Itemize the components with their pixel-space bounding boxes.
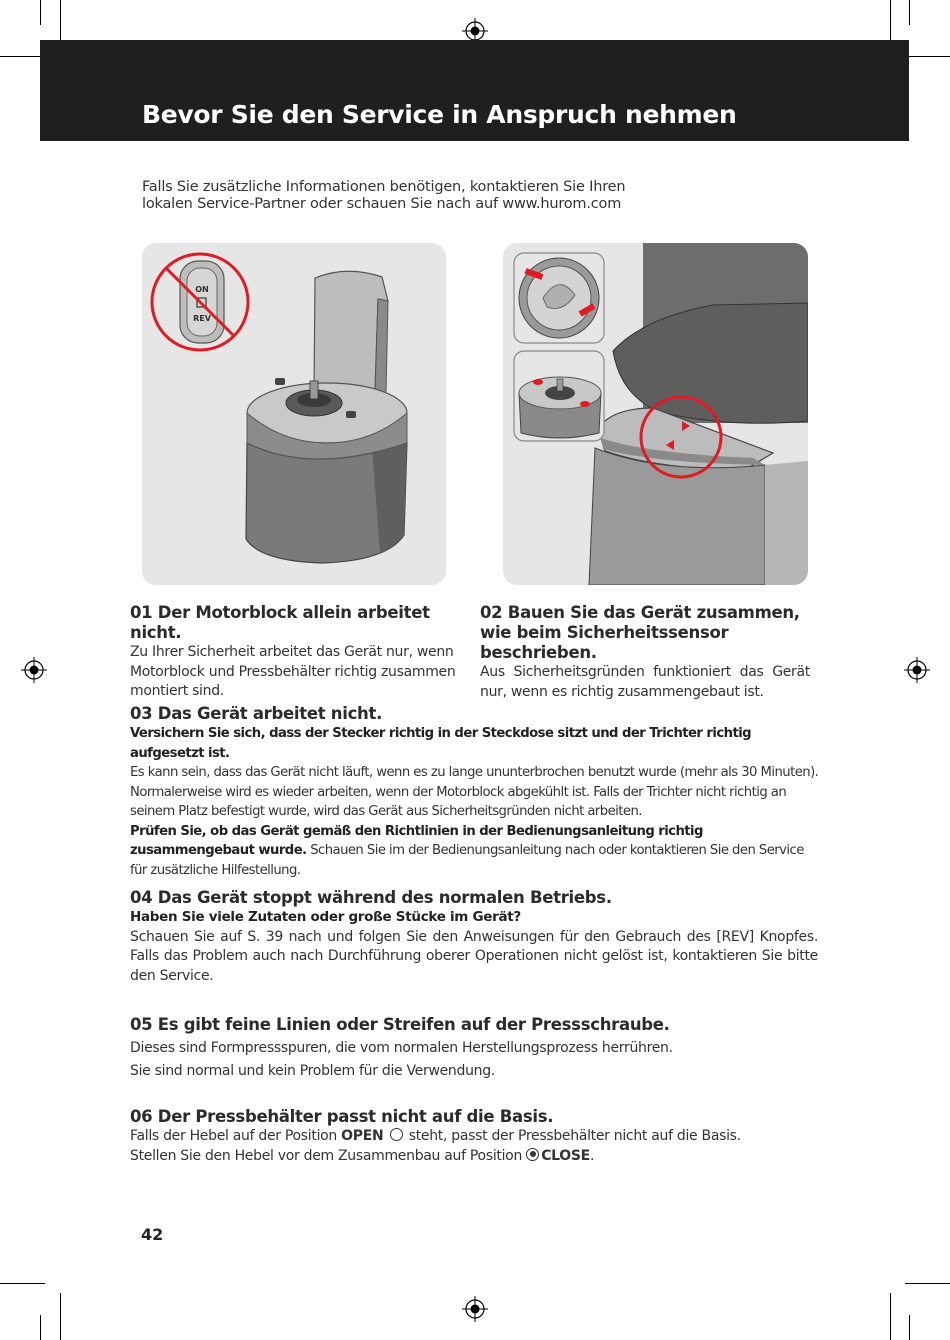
- section-01: [130, 603, 470, 702]
- section-text: [480, 663, 810, 702]
- close-radio-icon: [526, 1148, 539, 1161]
- registration-mark-icon: [462, 1296, 488, 1322]
- header-bar: [40, 40, 909, 141]
- section-paragraph: Aus Sicherheitsgründen funktioniert das Gerät nur, wenn es richtig zusammengebaut ist.: [480, 664, 810, 700]
- figure-assembly: [503, 243, 808, 585]
- crop-mark: [909, 0, 910, 25]
- page-title: Bevor Sie den Service in Anspruch nehmen: [142, 100, 737, 129]
- section-text: [130, 643, 462, 702]
- section-inline-text: .: [589, 1147, 595, 1164]
- crop-mark: [890, 1293, 891, 1340]
- section-bold-text: Prüfen Sie, ob das Gerät gemäß den Richtlinien in der Bedienungsanleitung richtig zusammengebaut wurde.: [130, 823, 703, 858]
- intro-line: Falls Sie zusätzliche Informationen benötigen, kontaktieren Sie Ihren: [142, 179, 626, 195]
- crop-mark: [40, 0, 41, 25]
- section-title: 03 Das Gerät arbeitet nicht.: [130, 704, 383, 723]
- assembly-illustration: [503, 243, 808, 585]
- intro-text: [142, 179, 662, 213]
- section-paragraph: Dieses sind Formpressspuren, die vom normalen Herstellungsprozess herrühren.: [130, 1040, 673, 1056]
- section-06: [130, 1107, 820, 1166]
- section-text: [130, 724, 820, 880]
- page-number: 42: [141, 1225, 164, 1244]
- crop-mark: [60, 1293, 61, 1340]
- close-label: CLOSE: [541, 1147, 590, 1164]
- section-title: 05 Es gibt feine Linien oder Streifen auf der Pressschraube.: [130, 1015, 670, 1034]
- figure-motor-base: [142, 243, 446, 585]
- crop-mark: [905, 56, 950, 57]
- open-label: OPEN: [341, 1128, 384, 1144]
- section-bold-line: Versichern Sie sich, dass der Stecker richtig in der Steckdose sitzt und der Trichter richtig aufgesetzt ist.: [130, 726, 752, 761]
- open-radio-icon: [390, 1128, 403, 1141]
- section-text: [130, 1037, 820, 1083]
- section-title: 06 Der Pressbehälter passt nicht auf die Basis.: [130, 1107, 554, 1126]
- section-05: [130, 1015, 820, 1083]
- section-text: [130, 908, 818, 986]
- section-paragraph: [130, 1127, 820, 1147]
- crop-mark: [0, 56, 45, 57]
- section-03: [130, 704, 820, 880]
- section-paragraph: Sie sind normal und kein Problem für die Verwendung.: [130, 1063, 495, 1079]
- intro-line: lokalen Service-Partner oder schauen Sie nach auf www.hurom.com: [142, 196, 622, 212]
- on-label: ON: [195, 285, 209, 294]
- section-inline-text: steht, passt der Pressbehälter nicht auf die Basis.: [404, 1128, 741, 1144]
- section-paragraph: [130, 822, 820, 881]
- motor-base-illustration: [142, 243, 446, 585]
- section-paragraph: Es kann sein, dass das Gerät nicht läuft, wenn es zu lange ununterbrochen benutzt wurde (mehr als 30 Minuten). Normalerweise wird es wieder arbeiten, wenn der Motorblock abgekühlt ist. Falls der Trichter nicht richtig an seinem Platz befestigt wurde, wird das Gerät aus Sicherheitsgründen nicht arbeiten.: [130, 765, 819, 819]
- section-inline-text: Falls der Hebel auf der Position: [130, 1128, 342, 1144]
- crop-mark: [40, 1315, 41, 1340]
- crop-mark: [0, 1283, 45, 1284]
- section-02: [480, 603, 810, 702]
- section-title: 02 Bauen Sie das Gerät zusammen, wie beim Sicherheitssensor beschrieben.: [480, 603, 800, 662]
- section-paragraph: Schauen Sie auf S. 39 nach und folgen Sie den Anweisungen für den Gebrauch des [REV] Knopfes. Falls das Problem auch nach Durchführung oberer Operationen nicht gelöst ist, kontaktieren Sie bitte den Service.: [130, 928, 818, 984]
- section-paragraph: Zu Ihrer Sicherheit arbeitet das Gerät nur, wenn Motorblock und Pressbehälter richtig zusammen montiert sind.: [130, 644, 456, 699]
- crop-mark: [909, 1315, 910, 1340]
- section-inline-text: Stellen Sie den Hebel vor dem Zusammenbau auf Position: [130, 1147, 527, 1164]
- section-subtitle: Haben Sie viele Zutaten oder große Stücke im Gerät?: [130, 909, 521, 925]
- crop-mark: [905, 1283, 950, 1284]
- section-title: 01 Der Motorblock allein arbeitet nicht.: [130, 603, 430, 642]
- section-04: [130, 888, 818, 986]
- registration-mark-icon: [21, 657, 47, 683]
- rev-label: REV: [193, 314, 211, 323]
- section-text: [130, 1127, 820, 1166]
- section-title: 04 Das Gerät stoppt während des normalen Betriebs.: [130, 888, 612, 907]
- registration-mark-icon: [904, 657, 930, 683]
- section-inline-text: Schauen Sie im der Bedienungsanleitung nach oder kontaktieren Sie den Service für zusätzliche Hilfestellung.: [130, 843, 804, 878]
- section-paragraph: [130, 1147, 820, 1167]
